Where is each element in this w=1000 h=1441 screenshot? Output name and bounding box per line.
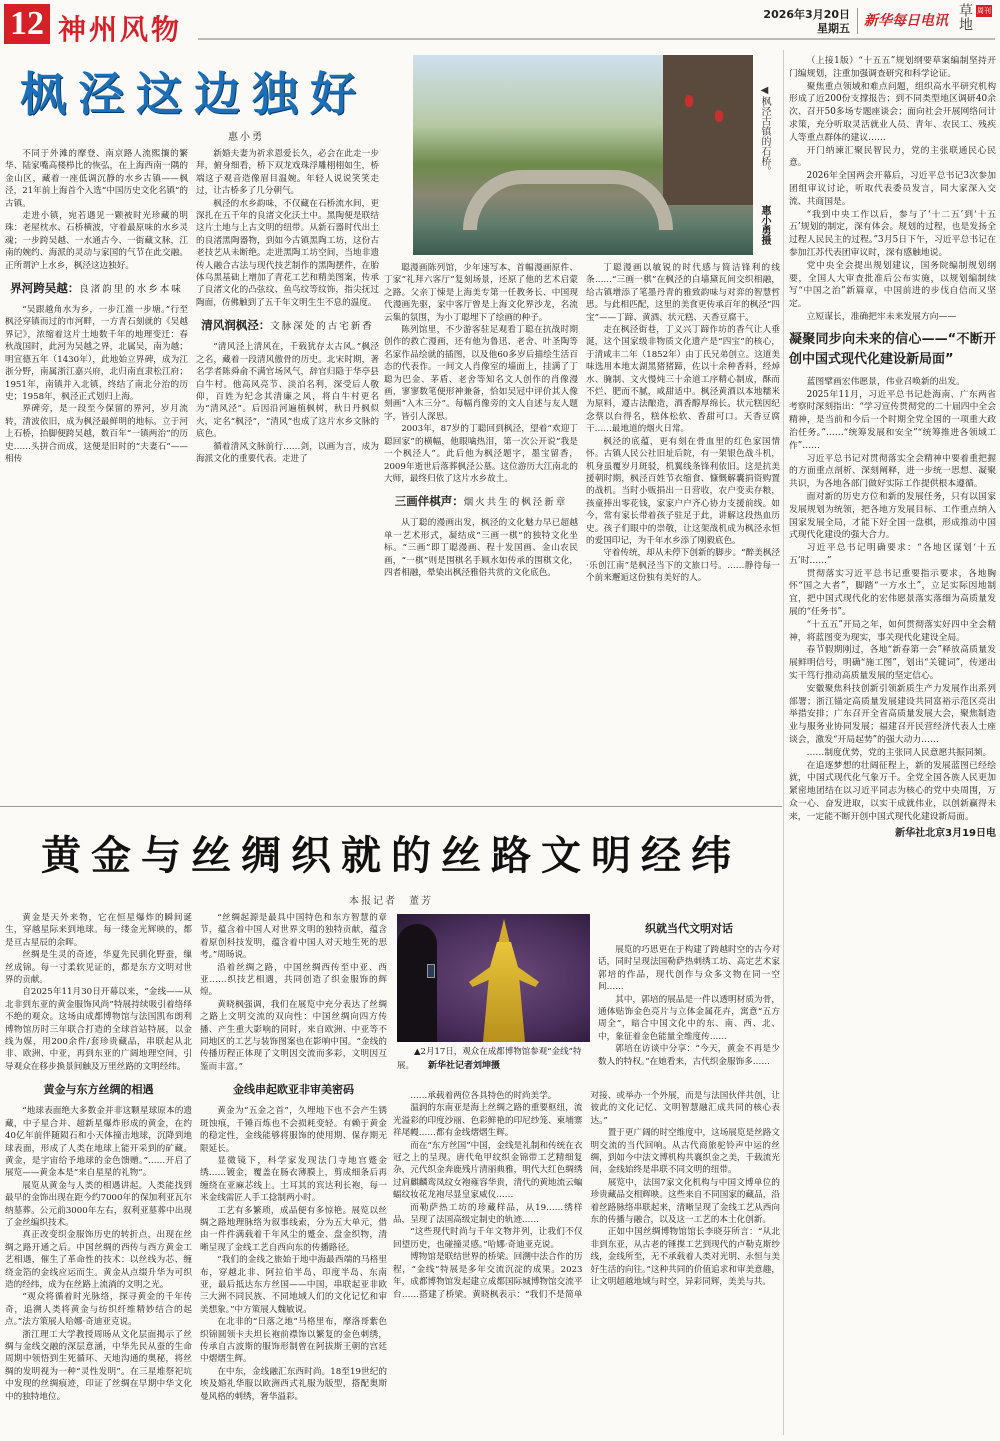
subheading: 凝聚同步向未来的信心——“不断开创中国式现代化建设新局面” bbox=[789, 331, 996, 367]
paragraph: 真正改变织金服饰历史的转折点，出现在丝绸之路开通之后。中国丝绸的西传与西方黄金工艺相遇，催生了革命性的技术：以丝线为芯、缠绕金箔的金线应运而生。黄金从点缀升华为可织造的经纬，成为在丝路上流淌的文明之光。 bbox=[5, 1230, 192, 1290]
article1-title: 枫泾这边独好 bbox=[20, 67, 368, 121]
paragraph: 浙江理工大学教授周旸从文化层面揭示了丝绸与金线交融的深层意涵，中华先民从蚕的生命周期中领悟到生死循环、天地沟通的奥秘，将丝绸的发明视为一种“灵性发明”。在三星堆祭祀坑中发现的丝绸痕迹，印证了丝绸在早期中华文化中的独特地位。 bbox=[5, 1329, 192, 1402]
paragraph: 黄金为“五金之首”，久埋地下也不会产生锈斑蚀痕，千锤百炼也不会损耗变轻。有赖于黄金的稳定性，金线能够将服饰的使用期、保存期无限延长。 bbox=[200, 1106, 387, 1154]
paragraph: 陈列馆里，不少游客驻足观看丁聪在抗战时期创作的救亡漫画，还有他为鲁迅、老舍、叶圣陶等名家作品绘就的插图，以及他60多岁后描绘生活百态的代表作。一间文人肖像室的墙面上，挂满了丁聪为巴金、茅盾、老舍等知名文人创作的肖像漫画，寥寥数笔便形神兼备，恰如吴冠中评价其人像刻画“入木三分”。每幅肖像旁的文人自述与友人题字，皆引人深思。 bbox=[384, 325, 578, 422]
paragraph: 走在枫泾街巷，丁义兴丁蹄作坊的香气让人垂涎，这个国家级非物质文化遗产是“四宝”的核心，于清咸丰二年（1852年）由丁氏兄弟创立。这道美味选用本地太湖黑猪猪蹄，佐以十余种香料，经焯水、腌制、文火慢炖三十余道工序精心制成，酥而不烂、肥而不腻，咸甜适中。枫泾黄酒以本地糯米为原料，遵古法酿造，酒香醇厚绵长。状元糕因纪念蔡以台得名，糕体松软、香甜可口。天香豆腐干……最地道的烟火日常。 bbox=[586, 325, 780, 435]
paragraph: 聚焦重点领域和难点问题，组织高水平研究机构形成了近200份支撑报告；到不同类型地区调研40余次、召开50多场专题座谈会；面向社会开展网络问计求策，充分听取灵活就业人员、青年、农民工、残疾人等重点群体的建议…… bbox=[789, 81, 996, 143]
page-number: 12 bbox=[4, 4, 50, 44]
paragraph: “我到中央工作以后，参与了‘十二五’到‘十五五’规划的制定，深有体会。规划的过程，也是发扬全过程人民民主的过程。”3月5日下午，习近平总书记在参加江苏代表团审议时，深有感触地说。 bbox=[789, 209, 996, 258]
paragraph: 2025年11月，习近平总书记赴海南、广东两省考察时深刻指出：“学习宣传贯彻党的二十届四中全会精神，是当前和今后一个时期全党全国的一项重大政治任务。”……“统筹发展和安全”“统筹推进各领域工作”…… bbox=[789, 389, 996, 451]
paragraph: “清风泾上清风在，千载犹存太古风。”枫泾之名，藏着一段清风傲骨的历史。北宋时期，著名学者陈舜俞不满官场风气，辞官归隐于华亭县白牛村。他高风亮节、淡泊名利，深受后人敬仰，百姓为纪念其清廉之风，将白牛村更名为“清风泾”。后因沿河遍植枫树，秋日丹枫似火，定名“枫泾”，“清风”也成了这片水乡文脉的底色。 bbox=[196, 342, 379, 440]
subheading-lead: 界河跨吴越： bbox=[10, 281, 80, 296]
subheading: 黄金与东方丝绸的相遇 bbox=[43, 1083, 154, 1097]
paragraph: ……承载着两位各具特色的时尚美学。 bbox=[410, 1091, 557, 1101]
photo-gold-robe bbox=[469, 942, 539, 1042]
photo-credit: 新华社记者刘坤摄 bbox=[428, 1061, 501, 1071]
supplement-logo: 草地 bbox=[957, 3, 973, 31]
article2-title: 黄金与丝绸织就的丝路文明经纬 bbox=[41, 832, 741, 879]
photo-crown bbox=[498, 919, 510, 944]
paragraph: 习近平总书记明确要求：“各地区谋划‘十五五’时……” bbox=[789, 543, 996, 566]
paragraph: 展览的巧思更在于构建了跨越时空的古今对话，同时呈现法国勒萨热刺绣工坊、高定艺术家郭培的作品，现代创作与众多文物在同一空间…… bbox=[598, 945, 780, 993]
caption-text: ▲2月17日，观众在成都博物馆参观“金线”特展。 bbox=[397, 1047, 582, 1071]
paragraph: 立短谋长，准确把牢未来发展方向—— bbox=[806, 311, 957, 322]
subheading bbox=[384, 493, 578, 509]
paragraph: 2003年，87岁的丁聪回到枫泾，望着“欢迎丁聪回家”的横幅，他眼噙热泪，第一次公开说“我是一个枫泾人”。此后他为枫泾题字，墨宝留香，2009年逝世后落葬枫泾公墓。这位游历大江南北的大师，最终归依了这片水乡故土。 bbox=[384, 424, 578, 484]
article2-photo-gold-robe-exhibit bbox=[397, 914, 590, 1042]
paragraph: 而勒萨热工坊的珍藏样品，从19……绣样品，呈现了法国高级定制史的轨迹…… bbox=[393, 1202, 583, 1226]
paragraph: 在追逐梦想的壮阔征程上，新的发展蓝图已经绘就，中国式现代化气象万千。全党全国各族人民更加紧密地团结在以习近平同志为核心的党中央周围，万众一心、奋发进取，以实干成就伟业，以创新赢得未来，一定能不断开创中国式现代化建设新局面。 bbox=[789, 760, 996, 822]
subheading-subtitle: 良渚韵里的水乡本味 bbox=[79, 284, 183, 296]
newspaper-logo: 新华每日电讯 bbox=[864, 13, 948, 29]
paragraph: 守着传统，却从未停下创新的脚步。“醉美枫泾·乐创江南”是枫泾当下的文旅口号。……静待每一个前来邂逅这份独有美好的人。 bbox=[586, 548, 780, 584]
paragraph: 面对新的历史方位和新的发展任务，只有以国家发展规划为统领，把各地方发展目标、工作重点纳入国家发展全局，才能下好全国一盘棋，形成推动中国式现代化建设的强大合力。 bbox=[789, 491, 996, 541]
article1-body-left bbox=[5, 148, 379, 803]
subheading: 织就当代文明对话 bbox=[645, 922, 733, 935]
photo-lantern bbox=[685, 95, 693, 107]
paragraph: 黄晓枫强调，我们在展览中充分表达了丝绸之路上文明交流的双向性：中国丝绸向四方传播、产生重大影响的同时，来自欧洲、中亚等不同地区的工艺与装饰图案也在影响中国。“金线的传播历程正体现了文明因交流而多彩，文明因互鉴而丰富。” bbox=[200, 999, 387, 1072]
article1-photo-credit: 惠小勇摄 bbox=[759, 205, 770, 245]
paragraph: “十五五”开局之年，如何贯彻落实好四中全会精神，将蓝图变为现实，事关现代化建设全局。 bbox=[789, 619, 996, 643]
paragraph: 黄金是天外来物，它在恒星爆炸的瞬间诞生，穿越星际来到地球。每一缕金光辉映的，都是亘古星辰的余晖。 bbox=[5, 913, 192, 948]
paragraph: 枫泾的底蕴，更有刻在骨血里的红色家国情怀。古镇人民公社旧址后院，有一架银色战斗机，机身虽覆岁月斑驳，机翼线条锋利依旧。这是抗美援朝时期，枫泾百姓节衣缩食、慷慨解囊捐资购置的战机。当时小贩捐出一日营收，农户变卖存粮，孩童捧出零花钱，家家户户齐心协力支援前线。如今，常有家长带着孩子驻足于此，讲解这段热血历史。孩子们眼中的崇敬，让这架战机成为枫泾永恒的爱国印记，为千年水乡添了刚毅底色。 bbox=[586, 436, 780, 546]
paragraph: 正如中国丝绸博物馆馆长李晓芬所言：“从北非到东亚，从古老的锤揲工艺到现代的卢勒克斯纱线，金线所至，无不承载着人类对光明、永恒与美好生活的向往。”这种共同的价值追求和审美意趣，让文明超越地域与时空，异彩同辉，美美与共。 bbox=[590, 1227, 780, 1288]
paragraph: 循着清风文脉前行……剑，以画为言，成为海派文化的重要代表。走进了 bbox=[196, 441, 379, 464]
paragraph: 开门纳谏汇聚民智民力，党的主张联通民心民意。 bbox=[789, 145, 996, 169]
paragraph: ……制度优势，党的主张同人民意愿共振同频。 bbox=[806, 747, 992, 758]
paragraph: “我们的金线之旅始于地中海最西端的马格里布，穿越北非、阿拉伯半岛、印度半岛、东南亚，最后抵达东方丝国——中国，串联起亚非欧三大洲不同民族、不同地域人们的文化记忆和审美想象。”中方策展人魏敏说。 bbox=[200, 1255, 387, 1315]
header-separator bbox=[857, 8, 858, 34]
paragraph: （上接1版）“十五五”规划纲要草案编制坚持开门编规划，注重加强调查研究和科学论证。 bbox=[789, 56, 996, 79]
article2-byline: 本报记者 董芳 bbox=[349, 896, 433, 907]
paragraph: 党中央全会提出规划建议，国务院编制规划纲要，全国人大审查批准后公布实施，以规划编制续写“中国之治”新篇章，中国前进的步伐自信而又坚定。 bbox=[789, 260, 996, 310]
paragraph: 从丁聪的漫画出发，枫泾的文化魅力早已超越单一艺术形式，凝结成“三画一棋”的独特文化坐标。“三画”即丁聪漫画、程十发国画、金山农民画，“一棋”则是围棋名手顾水如传承的围棋文化，四者相融，晕染出枫泾雅俗共赏的文化底色。 bbox=[384, 518, 578, 578]
paragraph: 2026年全国两会开幕后，习近平总书记3次参加团组审议讨论，听取代表委员发言，同大家深入交流、共商国是。 bbox=[789, 171, 996, 207]
subheading-lead: 三画伴棋声： bbox=[394, 494, 464, 509]
paragraph: “观众将循着时光脉络，探寻黄金的千年传奇，追溯人类将黄金与纺织纤维精妙结合的起点。”法方策展人哈娜·奇迪亚克说。 bbox=[5, 1292, 192, 1328]
paragraph: 春节假期刚过，各地“新春第一会”释放高质量发展鲜明信号，明确“施工图”，划出“关键词”，传递出实干笃行推动高质量发展的坚定信心。 bbox=[789, 645, 996, 682]
photo-building bbox=[663, 55, 753, 205]
article-divider bbox=[0, 806, 782, 807]
paragraph: 不同于外滩的摩登、南京路人流熙攘的繁华、陆家嘴高楼栉比的恢弘，在上海西南一隅的金山区，藏着一座低调沉静的水乡古镇——枫泾，21年前上海首个入选“中国历史文化名镇”的古镇。 bbox=[5, 149, 189, 209]
article1-byline: 惠小勇 bbox=[228, 132, 264, 143]
paragraph: 在中东，金线融汇东西时尚。18至19世纪的埃及婚礼华服以欧洲西式礼服为版型，搭配奥斯曼风格的刺绣，奢华溢彩。 bbox=[200, 1366, 387, 1402]
subheading-subtitle: 烟火共生的枫泾新章 bbox=[463, 497, 568, 509]
subheading-subtitle: 文脉深处的古宅新香 bbox=[270, 321, 374, 333]
paragraph: 枫泾的水乡韵味，不仅藏在石桥流水间，更深扎在五千年的良渚文化沃土中。黑陶便是联结这片土地与上古文明的纽带。从新石器时代出土的良渚黑陶器物，到如今古镇黑陶工坊，这份古老技艺从未断绝。走进黑陶工坊空间，当地非遗传人融合古法与现代技艺制作的黑陶摆件，在胎体乌黑基础上增加了青花工艺和精美图案，传承了良渚文化的凸弦纹、鱼鸟纹等纹饰，指尖抚过陶面，仿佛触到了五千年文明生生不息的温度。 bbox=[196, 198, 379, 308]
paragraph: 蓝图擘画宏伟愿景，伟业召唤新的出发。 bbox=[806, 376, 965, 387]
paragraph: 丁聪漫画以敏锐的时代感与简洁锋利的线条……“三画一棋”在枫泾的白墙黛瓦间交织相融，给古镇增添了笔墨丹青的雅致韵味与对弈的智慧哲思。与此相匹配，这里的美食更传承百年的枫泾“四宝”——丁蹄、黄酒、状元糕、天香豆腐干。 bbox=[586, 263, 780, 323]
column-divider bbox=[783, 50, 784, 1435]
photo-visitor bbox=[397, 924, 437, 1042]
paragraph: “丝绸起源是最具中国特色和东方智慧的章节，蕴含着中国人对世界文明的独特贡献，蕴含着原创科技发明，蕴含着中国人对天地生死的思考。”周旸说。 bbox=[200, 913, 387, 961]
paragraph: 习近平总书记对贯彻落实全会精神中要着重把握的方面重点剖析、深刻阐释，进一步统一思想、凝聚共识，为各地各部门做好实际工作提供根本遵循。 bbox=[789, 453, 996, 490]
paragraph: 展览从黄金与人类的相遇讲起。人类能找到最早的金饰出现在距今约7000年的保加利亚瓦尔纳墓葬。公元前3000年左右，叙利亚墓葬中出现了金丝编织技术。 bbox=[5, 1180, 192, 1228]
paragraph: 新婚夫妻为祈求恩爱长久，必会在此走一步拜，俯身细看，桥下双龙戏珠浮雕栩栩如生，桥端这子观音造像眉目温婉。年轻人说说笑笑走过，让古桥多了几分朝气。 bbox=[196, 149, 379, 197]
paragraph: 沿着丝绸之路，中国丝绸西传至中亚、西亚……织技艺相遇，共同创造了织金服饰的辉煌。 bbox=[200, 962, 387, 998]
weekday-text: 星期五 bbox=[817, 22, 850, 35]
article1-body-middle bbox=[384, 262, 780, 803]
paragraph: 走进小镇，宛若遇见一颗被时光珍藏的明珠：老屋枕水、石桥横波，守着最原味的水乡灵魂；一步跨吴越、一水通古今、一街藏文脉，江南的婉约、海派的灵动与家国的气节在此交融。正所谓沪上水乡，枫泾这边独好。 bbox=[5, 211, 188, 271]
paragraph: “吴跟越角水为乡，一步江淮一步塘。”行至枫泾穿镇而过的市河畔，一方青石刻就的《吴越界记》，浓缩着这片土地数千年的地理变迁：春秋战国时，此河为吴越之界，北属吴，南为越；明宣德五年（1430年），此地始立界碑，成为江浙分野，南属浙江嘉兴府，北归南直隶松江府；1951年，南镇并入北镇，终结了南北分治的历史；1958年，枫泾正式划归上海。 bbox=[5, 305, 188, 402]
right-article-body bbox=[789, 55, 996, 1440]
article2-body-bottom bbox=[393, 1090, 780, 1441]
subheading: 金线串起欧亚非审美密码 bbox=[233, 1083, 354, 1097]
article1-photo-stone-bridge bbox=[413, 55, 753, 255]
paragraph: 在北非的“日落之地”马格里布，摩洛哥紫色织锦圆领卡夫坦长袍前襟饰以繁复的金色刺绣，传承自古波斯的服饰形制曾在阿拔斯王朝的宫廷中熠熠生辉。 bbox=[200, 1317, 387, 1365]
paragraph: 界碑旁，是一段至今保留的界河，岁月流转，清波依旧，成为枫泾最鲜明的地标。立于河上石桥，抬脚便跨吴越，数百年“一镇两治”的历史……头拼合而成，这便是旧时的“夫妻石”——相传 bbox=[5, 404, 188, 464]
paragraph: 其中，郭培的展品是一件以透明材质为骨，通体贴饰金色亮片与立体金属花卉，寓意“五方周全”，暗合中国文化中的东、南、西、北、中，象征着金色能量全维度传…… bbox=[598, 994, 780, 1042]
subheading-lead: 清风润枫泾： bbox=[201, 318, 271, 333]
photo-arch-bridge bbox=[463, 170, 673, 230]
paragraph: “这些现代时尚与千年文物并列，让我们不仅回望历史，也碰撞灵感。”哈娜·奇迪亚克说。 bbox=[393, 1227, 583, 1250]
paragraph: 丝绸是生灵的奇迹，华夏先民驯化野蚕，缫丝成锦。每一寸柔软见证的，都是东方文明对世界的贡献。 bbox=[5, 950, 192, 986]
subheading bbox=[196, 317, 379, 333]
paragraph: 工艺有多繁琐，成品便有多惊艳。展览以丝绸之路地理脉络为叙事线索，分为五大单元，借由一件件满载着千年风尘的蹙金、盘金织物，清晰呈现了金线工艺自西向东的传播路径。 bbox=[200, 1205, 387, 1253]
article2-body-left bbox=[5, 912, 387, 1441]
paragraph: 展览中，法国7家文化机构与中国文博单位的珍贵藏品交相辉映。这些来自不同国家的藏品，沿着丝路脉络串联起来，清晰呈现了金线工艺从西向东的传播与融合，以及这一工艺的本土化创新。 bbox=[590, 1177, 780, 1226]
article1-photo-caption: ◀枫泾古镇的石桥。 bbox=[759, 85, 770, 176]
issue-date bbox=[740, 8, 850, 36]
subheading bbox=[5, 280, 188, 296]
paragraph: 置于更广阔的时空维度中，这场展览是丝路文明交流的当代回响。从古代商旅驼铃声中运的丝绸，到如今中法文博机构共襄织金之美，千载流光间，金线始终是串联不同文明的纽带。 bbox=[590, 1128, 780, 1176]
photo-lantern bbox=[715, 110, 723, 122]
paragraph: 博物馆是联结世界的桥梁。回溯中法合作的历程，“金线”特展是多年交流沉淀的成果。2023年，成都博物馆发起建立成都国际城博物馆交流平台……搭建了桥梁。黄晓枫表示：“我们不是简单对接、或举办一个外展，而是与法国伙伴共创，让彼此的文化记忆、文明智慧融汇成共同的核心表达。” bbox=[393, 1091, 780, 1300]
article2-body-side bbox=[598, 912, 780, 1072]
paragraph: 显微镜下，科学家发现法门寺地宫蹙金绣……镀金，覆盖在肠衣薄膜上，剪成细条后再缠绕在亚麻芯线上。土耳其的宾达利长袍，每一米金线需匠人手工捻制两小时。 bbox=[200, 1155, 387, 1204]
section-title: 神州风物 bbox=[58, 13, 183, 46]
dateline: 新华社北京3月19日电 bbox=[895, 827, 996, 839]
paragraph: 安徽聚焦科技创新引领新质生产力发展作出系列部署；浙江锚定高质量发展建设共同富裕示范区亮出举措安排；广东召开全省高质量发展大会，聚焦制造业与服务业协同发展；福建召开民营经济代表人士座谈会，激发“开局起势”的强大动力…… bbox=[789, 683, 996, 746]
paragraph: “地球表面绝大多数金并非这颗星球原本的遗藏，中子星合并、超新星爆炸形成的黄金，在约40亿年前伴随陨石和小天体撞击地球，沉降到地球表面，形成了人类在地球上能开采到的矿藏。黄金，是宇宙给予地球的金色馈赠。”……开启了展览——黄金本是“来自星星的礼物”。 bbox=[5, 1106, 192, 1179]
paragraph: 自2025年11月30日开幕以来，“金线——从北非到东亚的黄金服饰风尚”特展持续吸引着络绎不绝的观众。这场由成都博物馆与法国凯布朗利博物馆历时三年联合打造的全球首站特展，以金线为媒，用200余件/套珍贵藏品，串联起从北非、欧洲、中亚，再到东亚的广阔地理空间，引导观众在移步换景间触及万里丝路的文明经纬。 bbox=[5, 987, 192, 1072]
photo-phone bbox=[427, 964, 435, 978]
weekly-badge: 周刊 bbox=[977, 7, 991, 15]
paragraph: 聪漫画陈列馆，少年速写本、首幅漫画原件、丁家“礼拜六客厅”复刻场景，还原了他的艺术启蒙之路。父亲丁悚是上海美专第一任教务长、中国现代漫画先驱，家中客厅曾是上海文化界沙龙，名流云集的氛围，为小丁聪埋下了绘画的种子。 bbox=[384, 263, 578, 323]
header-divider bbox=[198, 38, 995, 40]
paragraph: 而在“东方丝国”中国，金线是礼制和传统在衣冠之上的呈现。唐代龟甲纹织金锦带工艺精细复杂，元代织金奔鹿残片清丽典雅，明代大红色绸绣过肩麒麟鸾凤纹女袍雍容华贵，清代的黄地流云蝙蝠纹妆花龙袍尽显皇家威仪…… bbox=[393, 1140, 583, 1201]
paragraph: 温润的东南亚是海上丝绸之路的重要枢纽，流光溢彩的印度沙丽、色彩鲜艳的印尼纱笼、柬埔寨祥尾幔……都有金线熠熠生辉。 bbox=[393, 1103, 583, 1139]
paragraph: 贯彻落实习近平总书记重要指示要求，各地胸怀“国之大者”，脚踏“一方水土”，立足实际因地制宜，把中国式现代化的宏伟愿景落实落细为高质量发展的“任务书”。 bbox=[789, 568, 996, 618]
paragraph: 郭培在访谈中分享：“今天，黄金不再是少数人的特权。”在她看来，古代织金服饰多…… bbox=[598, 1044, 780, 1067]
article2-photo-caption bbox=[397, 1046, 590, 1072]
date-text: 2026年3月20日 bbox=[763, 8, 850, 21]
